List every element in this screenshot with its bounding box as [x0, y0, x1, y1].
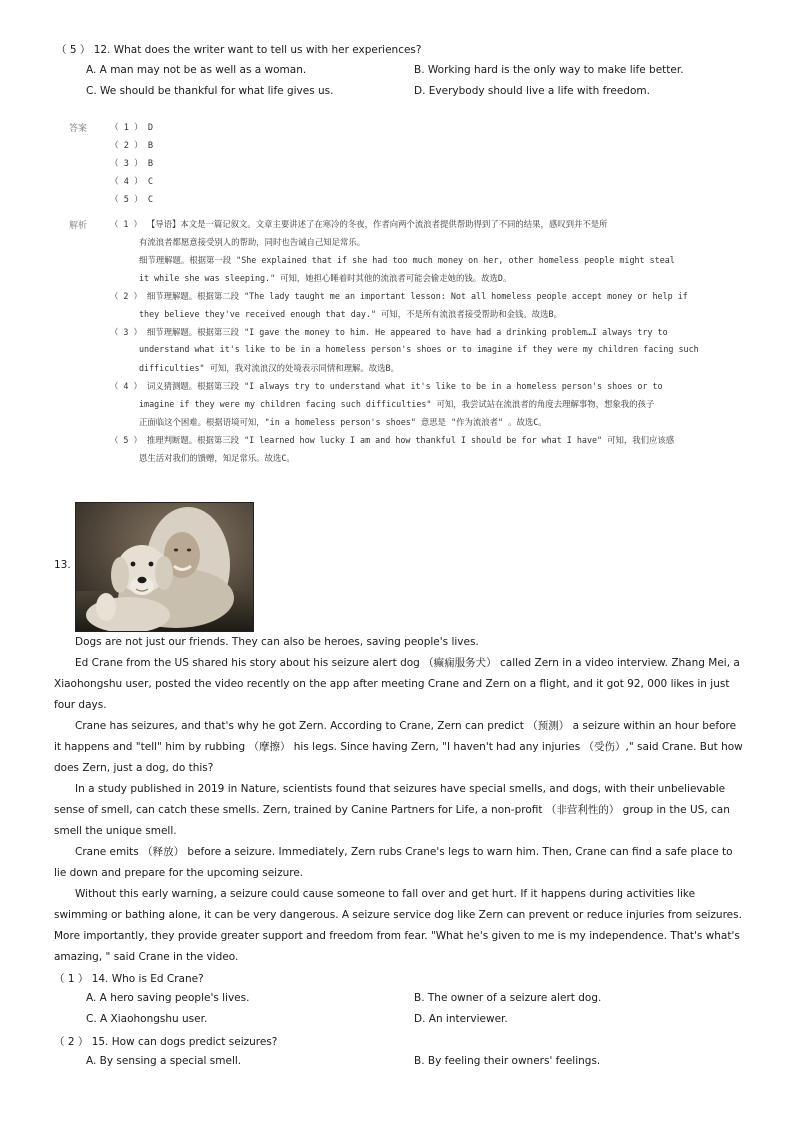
question-15-stem: （ 2 ） 15. How can dogs predict seizures? — [54, 1036, 278, 1048]
q14-option-a: A. A hero saving people's lives. — [86, 992, 250, 1004]
analysis-line: （ 4 ） 词义猜测题。根据第三段 "I always try to understand what it's like to be in a homeless person's shoes or to — [110, 381, 663, 391]
question-13-number: 13. — [54, 559, 71, 571]
analysis-line: it while she was sleeping." 可知，她担心睡着时其他的流浪者可能会偷走她的钱。故选D。 — [139, 273, 512, 283]
analysis-line: understand what it's like to be in a homeless person's shoes or to imagine if they were my children facing such — [139, 344, 699, 354]
article-paragraph: Dogs are not just our friends. They can also be heroes, saving people's lives. — [75, 636, 479, 648]
question-12-stem: （ 5 ） 12. What does the writer want to tell us with her experiences? — [56, 44, 422, 56]
article-paragraph: Ed Crane from the US shared his story about his seizure alert dog （癫痫服务犬） called Zern in a video interview. Zhang Mei, a Xiaohongshu user, posted the video recently on the app after meeting Crane and Zern on a flight, and it got 92, 000 likes in just four days. — [54, 657, 740, 711]
question-14-stem: （ 1 ） 14. Who is Ed Crane? — [54, 973, 204, 985]
analysis-line: （ 1 ） 【导语】本文是一篇记叙文。文章主要讲述了在寒冷的冬夜，作者向两个流浪者提供帮助得到了不同的结果，感叹到并不是所 — [110, 219, 608, 229]
answer-item: （ 5 ） C — [110, 195, 154, 205]
analysis-line: imagine if they were my children facing such difficulties" 可知，我尝试站在流浪者的角度去理解事物，想象我的孩子 — [139, 399, 655, 409]
q14-option-d: D. An interviewer. — [414, 1013, 508, 1025]
article-body — [54, 632, 744, 968]
analysis-label: 解析 — [69, 221, 88, 231]
article-paragraph: Without this early warning, a seizure could cause someone to fall over and get hurt. If it happens during activities like swimming or bathing alone, it can be very dangerous. A seizure service dog like Zern can prevent or reduce injuries from seizures. More importantly, they provide greater support and freedom from fear. "What he's given to me is my independence. That's what's amazing, " said Crane in the video. — [54, 888, 742, 963]
article-paragraph: In a study published in 2019 in Nature, scientists found that seizures have special smells, and dogs, with their unbelievable sense of smell, can catch these smells. Zern, trained by Canine Partners for Life, a non-profit （非营利性的） group in the US, can smell the unique smell. — [54, 783, 730, 837]
article-paragraph: Crane has seizures, and that's why he got Zern. According to Crane, Zern can predict （预测） a seizure within an hour before it happens and "tell" him by rubbing （摩擦） his legs. Since having Zern, "I haven't had any injuries （受伤）," said Crane. But how does Zern, just a dog, do this? — [54, 720, 743, 774]
analysis-line: difficulties" 可知，我对流浪汉的处境表示同情和理解。故选B。 — [139, 363, 399, 373]
q15-option-b: B. By feeling their owners' feelings. — [414, 1055, 601, 1067]
analysis-line: 恩生活对我们的馈赠，知足常乐。故选C。 — [139, 453, 295, 463]
q12-option-d: D. Everybody should live a life with freedom. — [414, 85, 650, 97]
q12-option-a: A. A man may not be as well as a woman. — [86, 64, 307, 76]
woman-with-dog-photo — [75, 502, 254, 632]
answer-item: （ 2 ） B — [110, 141, 154, 151]
analysis-line: 正面临这个困难。根据语境可知，"in a homeless person's shoes" 意思是 "作为流浪者" 。故选C。 — [139, 417, 547, 427]
analysis-line: （ 5 ） 推理判断题。根据第三段 "I learned how lucky I am and how thankful I should be for what I have" 可知，我们应该感 — [110, 435, 675, 445]
article-paragraph: Crane emits （释放） before a seizure. Immediately, Zern rubs Crane's legs to warn him. Then, Crane can find a safe place to lie down and prepare for the upcoming seizure. — [54, 846, 733, 879]
answer-item: （ 3 ） B — [110, 159, 154, 169]
analysis-line: （ 2 ） 细节理解题。根据第二段 "The lady taught me an important lesson: Not all homeless people accept money or help if — [110, 291, 688, 301]
q14-option-c: C. A Xiaohongshu user. — [86, 1013, 208, 1025]
q14-option-b: B. The owner of a seizure alert dog. — [414, 992, 602, 1004]
q12-option-b: B. Working hard is the only way to make life better. — [414, 64, 684, 76]
analysis-line: （ 3 ） 细节理解题。根据第三段 "I gave the money to him. He appeared to have had a drinking problem…I always try to — [110, 327, 668, 337]
analysis-line: they believe they've received enough that day." 可知，不是所有流浪者接受帮助和金钱。故选B。 — [139, 309, 562, 319]
q15-option-a: A. By sensing a special smell. — [86, 1055, 242, 1067]
q12-option-c: C. We should be thankful for what life gives us. — [86, 85, 334, 97]
analysis-line: 细节理解题。根据第一段 "She explained that if she had too much money on her, other homeless people might steal — [139, 255, 675, 265]
answer-item: （ 1 ） D — [110, 123, 154, 133]
answer-item: （ 4 ） C — [110, 177, 154, 187]
analysis-line: 有流浪者都愿意接受别人的帮助，同时也告诫自己知足常乐。 — [139, 237, 366, 247]
answer-label: 答案 — [69, 124, 88, 134]
